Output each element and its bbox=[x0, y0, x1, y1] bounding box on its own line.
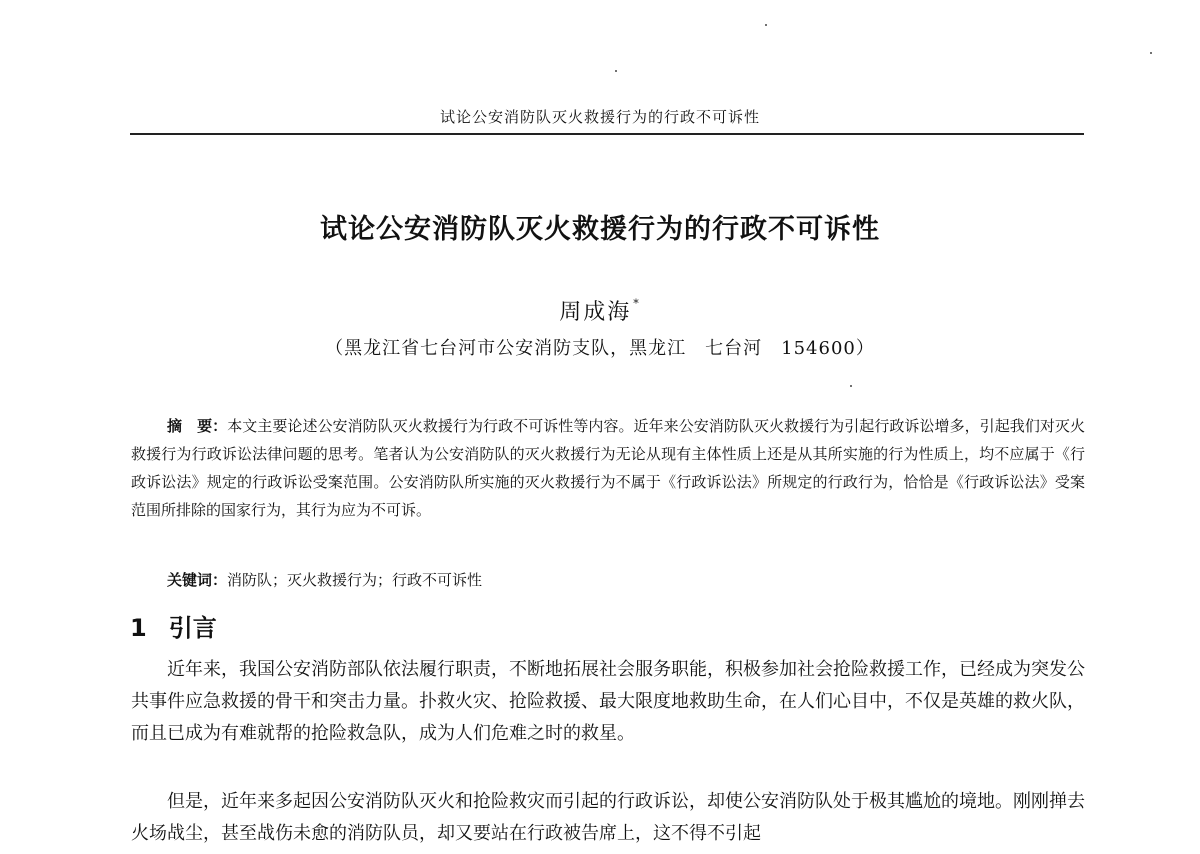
header-rule bbox=[130, 133, 1084, 135]
running-header: 试论公安消防队灭火救援行为的行政不可诉性 bbox=[439, 108, 760, 126]
author-affiliation: （黑龙江省七台河市公安消防支队，黑龙江 七台河 154600） bbox=[325, 338, 875, 359]
author-footnote-mark: * bbox=[633, 296, 641, 310]
scan-speck bbox=[850, 385, 852, 387]
paper-title: 试论公安消防队灭火救援行为的行政不可诉性 bbox=[320, 214, 880, 245]
abstract-text: 本文主要论述公安消防队灭火救援行为行政不可诉性等内容。近年来公安消防队灭火救援行为引起行政诉讼增多，引起我们对灭火救援行为行政诉讼法律问题的思考。笔者认为公安消防队的灭火救援行为无论从现有主体性质上还是从其所实施的行为性质上，均不应属于《行政诉讼法》规定的行政诉讼受案范围。公安消防队所实施的灭火救援行为不属于《行政诉讼法》所规定的行政行为，恰恰是《行政诉讼法》受案范围所排除的国家行为，其行为应为不可诉。 bbox=[131, 417, 1085, 519]
body-paragraph-1: 近年来，我国公安消防部队依法履行职责，不断地拓展社会服务职能，积极参加社会抢险救援工作，已经成为突发公共事件应急救援的骨干和突击力量。扑救火灾、抢险救援、最大限度地救助生命，在人们心目中，不仅是英雄的救火队，而且已成为有难就帮的抢险救急队，成为人们危难之时的救星。 bbox=[131, 659, 1085, 744]
section-number: 1 bbox=[130, 614, 147, 642]
author-line bbox=[0, 295, 1200, 326]
body-paragraph-2: 但是，近年来多起因公安消防队灭火和抢险救灾而引起的行政诉讼，却使公安消防队处于极其尴尬的境地。刚刚掸去火场战尘，甚至战伤未愈的消防队员，却又要站在行政被告席上，这不得不引起 bbox=[131, 791, 1085, 844]
scan-speck bbox=[615, 70, 617, 72]
keywords-label: 关键词： bbox=[167, 571, 228, 589]
author-name: 周成海 bbox=[559, 300, 632, 325]
keywords-text: 消防队；灭火救援行为；行政不可诉性 bbox=[227, 571, 483, 589]
abstract bbox=[131, 412, 1085, 524]
keywords bbox=[167, 566, 1085, 594]
section-title: 引言 bbox=[168, 614, 217, 642]
section-heading bbox=[130, 608, 217, 643]
scan-speck bbox=[765, 24, 767, 26]
abstract-label: 摘 要： bbox=[167, 417, 228, 435]
scan-speck bbox=[1150, 52, 1152, 54]
